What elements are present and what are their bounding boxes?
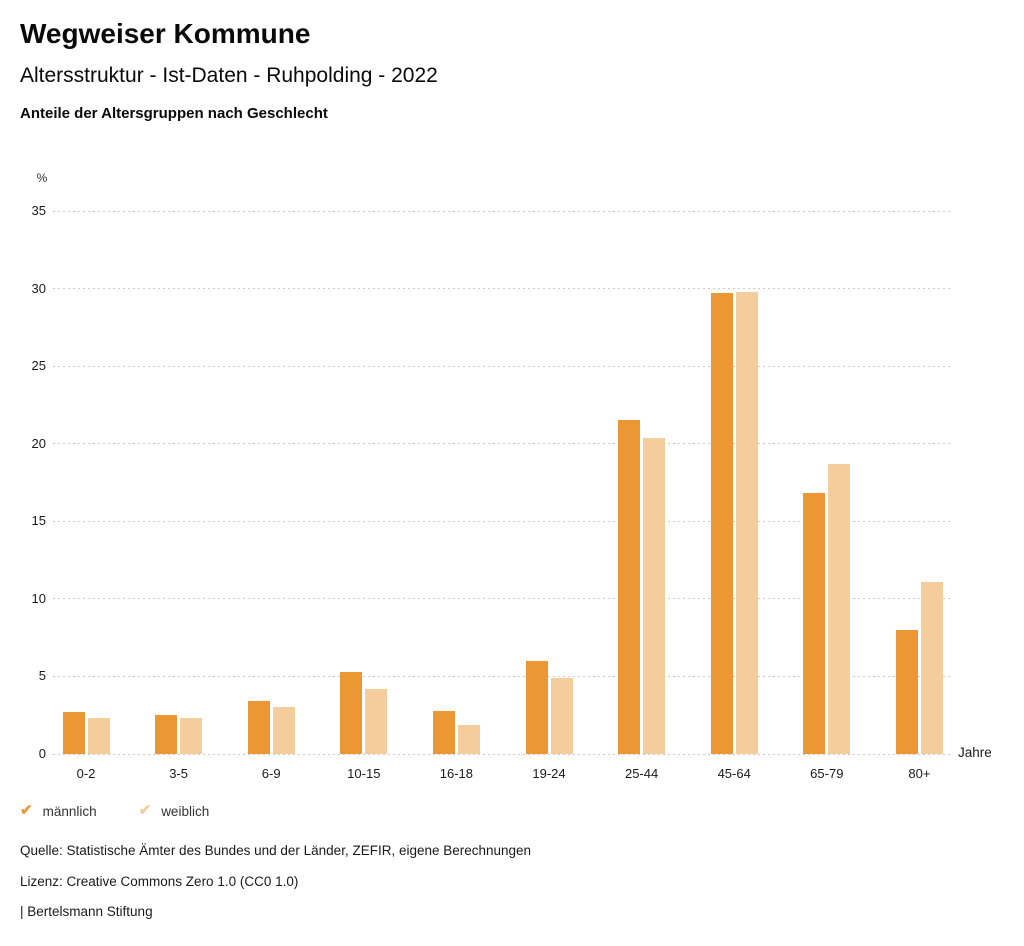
x-tick-label-3-5: 3-5 [169,766,188,781]
gridline-35 [53,211,952,212]
legend-label-weiblich: weiblich [161,803,210,819]
bar-maennlich-6-9[interactable] [248,701,270,754]
page-title: Wegweiser Kommune [20,18,311,49]
y-tick-label-25: 25 [31,358,46,374]
gridline-30 [53,288,952,289]
y-tick-label-0: 0 [38,746,46,761]
chart-heading: Anteile der Altersgruppen nach Geschlecht [20,105,328,122]
bar-maennlich-16-18[interactable] [433,711,455,754]
x-tick-label-65-79: 65-79 [810,766,844,781]
bar-weiblich-19-24[interactable] [551,678,573,754]
x-tick-label-25-44: 25-44 [624,766,659,781]
bar-maennlich-10-15[interactable] [340,672,362,754]
license-text: Lizenz: Creative Commons Zero 1.0 (CC0 1.0) [20,874,299,889]
bar-weiblich-0-2[interactable] [88,718,110,754]
check-icon: ✔ [20,802,33,819]
y-tick-label-5: 5 [38,668,46,684]
legend-label-maennlich: männlich [42,803,97,819]
x-tick-label-6-9: 6-9 [261,766,281,781]
attribution-text: | Bertelsmann Stiftung [20,904,153,919]
y-tick-label-30: 30 [31,280,46,296]
x-axis-unit-label: Jahre [958,745,992,760]
bar-weiblich-25-44[interactable] [643,438,665,754]
chart-legend [20,802,209,820]
x-tick-label-80plus: 80+ [908,766,931,781]
x-tick-label-45-64: 45-64 [717,766,751,781]
gridline-20 [53,443,952,444]
bar-weiblich-65-79[interactable] [828,464,850,754]
plot-area [31,203,952,781]
legend-item-weiblich[interactable] [139,802,210,820]
bar-maennlich-3-5[interactable] [155,715,177,754]
y-tick-label-10: 10 [31,590,46,606]
bar-weiblich-6-9[interactable] [273,707,295,754]
bar-weiblich-16-18[interactable] [458,725,480,754]
y-tick-label-20: 20 [31,435,46,451]
chart-subtitle: Altersstruktur - Ist-Daten - Ruhpolding - 2022 [20,64,438,87]
x-tick-label-0-2: 0-2 [76,766,96,781]
y-axis-unit-label: % [36,171,48,185]
x-tick-label-16-18: 16-18 [439,766,474,781]
bar-maennlich-25-44[interactable] [618,420,640,754]
bar-maennlich-65-79[interactable] [803,493,825,754]
y-tick-label-35: 35 [31,203,46,218]
gridline-25 [53,366,952,367]
check-icon: ✔ [138,802,152,819]
bar-maennlich-45-64[interactable] [711,293,733,754]
y-tick-label-15: 15 [31,513,46,529]
bar-weiblich-80plus[interactable] [921,582,943,754]
legend-item-maennlich[interactable] [20,802,97,820]
bar-maennlich-80plus[interactable] [896,630,918,754]
bar-maennlich-0-2[interactable] [63,712,85,754]
bar-maennlich-19-24[interactable] [526,661,548,754]
bar-weiblich-45-64[interactable] [736,292,758,754]
bar-weiblich-10-15[interactable] [365,689,387,754]
x-tick-label-10-15: 10-15 [347,766,381,781]
x-tick-label-19-24: 19-24 [532,766,566,781]
source-text: Quelle: Statistische Ämter des Bundes und der Länder, ZEFIR, eigene Berechnungen [20,843,532,858]
bar-weiblich-3-5[interactable] [180,718,202,754]
